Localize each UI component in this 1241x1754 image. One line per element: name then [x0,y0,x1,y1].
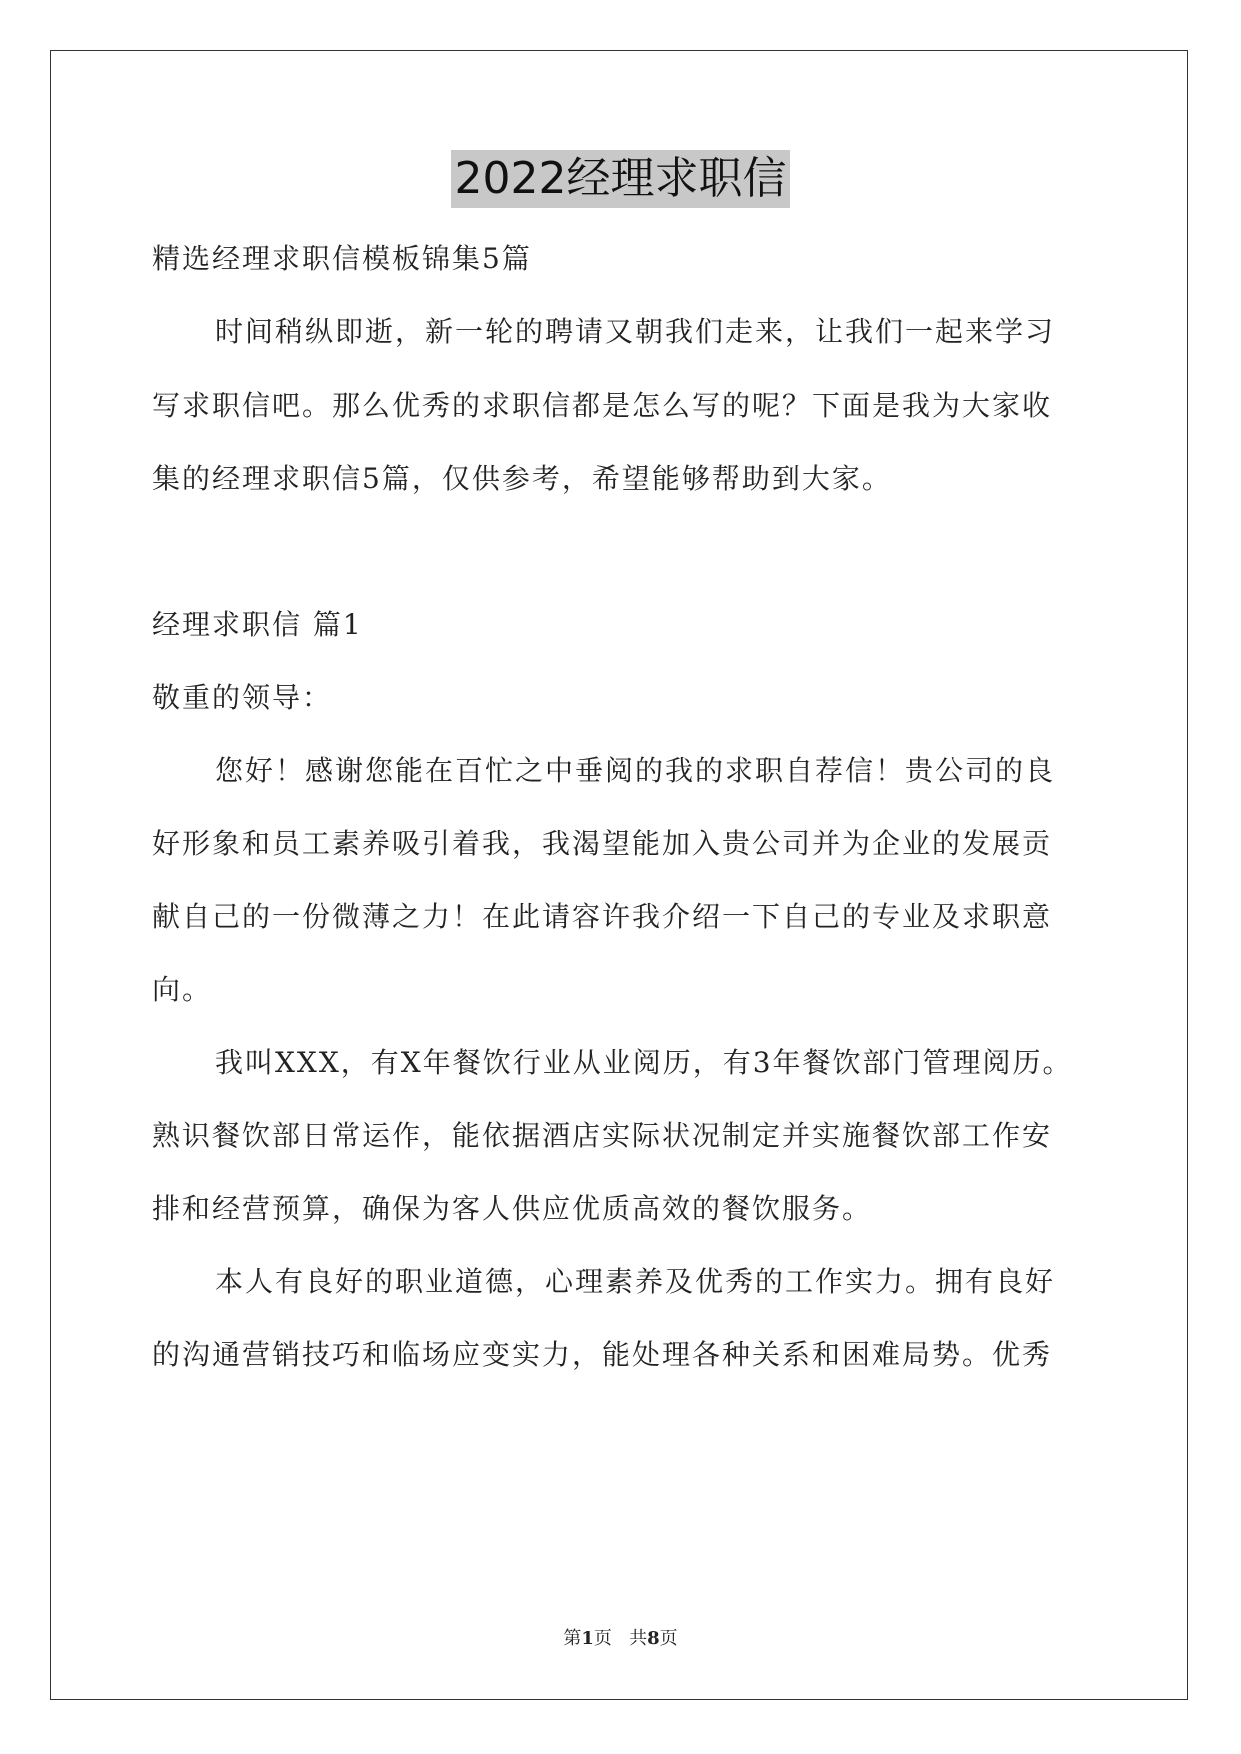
intro-line-1: 时间稍纵即逝，新一轮的聘请又朝我们走来，让我们一起来学习 [215,315,1056,348]
section-heading: 经理求职信 篇1 [152,608,363,641]
paragraph3-line-1: 本人有良好的职业道德，心理素养及优秀的工作实力。拥有良好 [215,1265,1056,1298]
paragraph1-line-3: 献自己的一份微薄之力！在此请容许我介绍一下自己的专业及求职意 [152,900,1053,933]
document-title: 2022经理求职信 [451,150,791,208]
paragraph1-line-2: 好形象和员工素养吸引着我，我渴望能加入贵公司并为企业的发展贡 [152,827,1053,860]
paragraph2-line-2: 熟识餐饮部日常运作，能依据酒店实际状况制定并实施餐饮部工作安 [152,1119,1053,1152]
intro-line-3: 集的经理求职信5篇，仅供参考，希望能够帮助到大家。 [152,462,892,495]
footer-page-suffix: 页 [593,1628,612,1649]
page-border [50,50,1188,1700]
footer-page-prefix: 第 [563,1628,582,1649]
document-subtitle: 精选经理求职信模板锦集5篇 [152,242,532,275]
footer-total-prefix: 共 [629,1628,648,1649]
title-container [0,150,1241,208]
footer-page-number: 1 [581,1628,594,1649]
paragraph1-line-1: 您好！感谢您能在百忙之中垂阅的我的求职自荐信！贵公司的良 [215,754,1056,787]
footer-total-pages: 8 [647,1628,660,1649]
paragraph2-line-1: 我叫XXX，有X年餐饮行业从业阅历，有3年餐饮部门管理阅历。 [215,1046,1073,1079]
salutation: 敬重的领导： [152,681,333,714]
paragraph1-line-4: 向。 [152,973,213,1006]
footer-total-suffix: 页 [659,1628,678,1649]
paragraph2-line-3: 排和经营预算，确保为客人供应优质高效的餐饮服务。 [152,1192,873,1225]
paragraph3-line-2: 的沟通营销技巧和临场应变实力，能处理各种关系和困难局势。优秀 [152,1338,1053,1371]
page-footer [0,1624,1241,1650]
intro-line-2: 写求职信吧。那么优秀的求职信都是怎么写的呢？下面是我为大家收 [152,389,1053,422]
